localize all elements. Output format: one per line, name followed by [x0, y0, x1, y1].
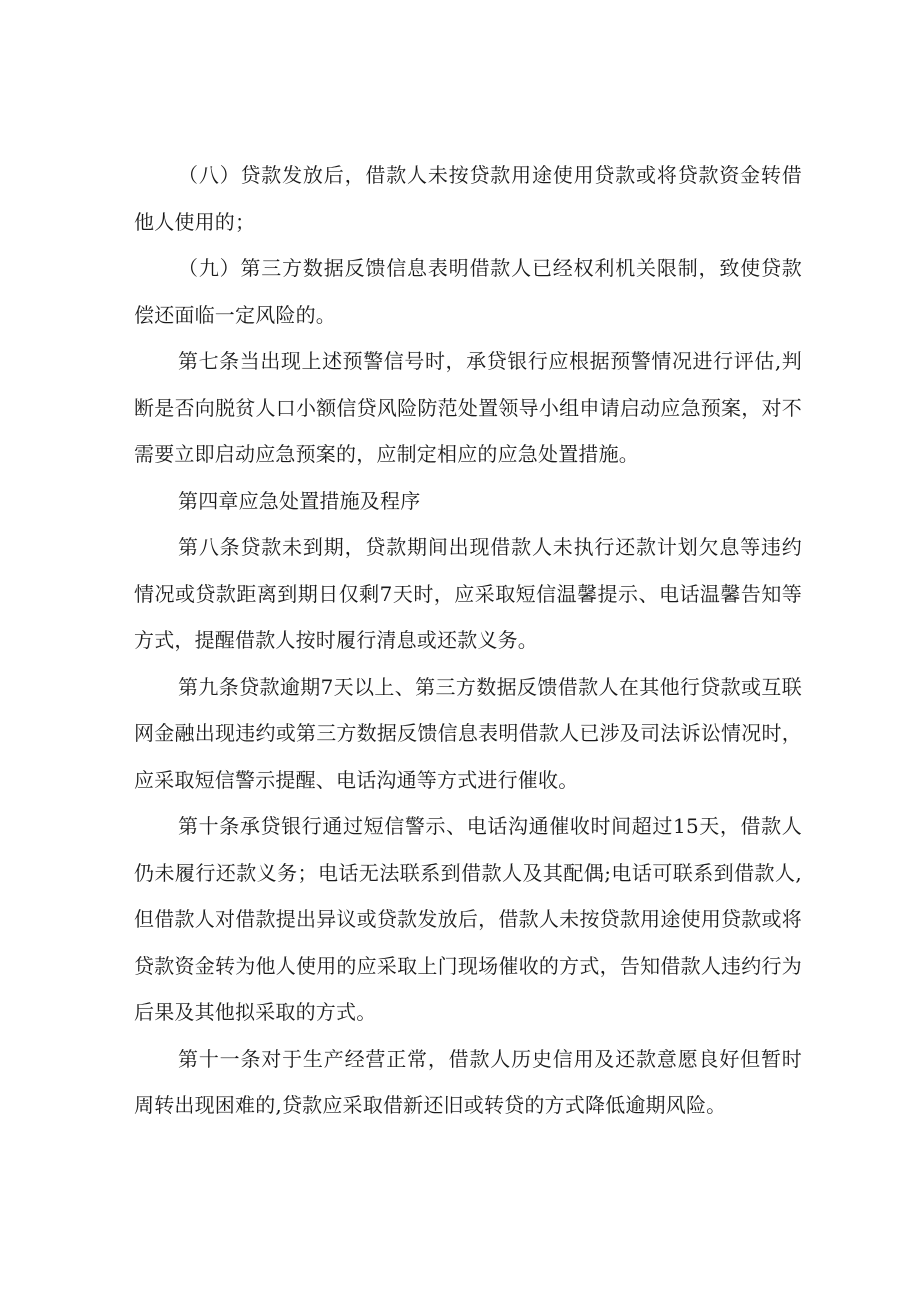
paragraph-item-9: （九）第三方数据反馈信息表明借款人已经权利机关限制，致使贷款偿还面临一定风险的。	[134, 256, 802, 327]
paragraph-article-8: 第八条贷款未到期，贷款期间出现借款人未执行还款计划欠息等违约情况或贷款距离到期日仅剩7天时，应采取短信温馨提示、电话温馨告知等方式，提醒借款人按时履行清息或还款义务。	[134, 535, 802, 652]
paragraph-article-7: 第七条当出现上述预警信号时，承贷银行应根据预警情况进行评估,判断是否向脱贫人口小额信贷风险防范处置领导小组申请启动应急预案，对不需要立即启动应急预案的，应制定相应的应急处置措施。	[134, 349, 802, 466]
document-body	[134, 152, 802, 1129]
paragraph-item-8: （八）贷款发放后，借款人未按贷款用途使用贷款或将贷款资金转借他人使用的；	[134, 163, 802, 234]
paragraph-article-11: 第十一条对于生产经营正常，借款人历史信用及还款意愿良好但暂时周转出现困难的,贷款应采取借新还旧或转贷的方式降低逾期风险。	[134, 1046, 802, 1117]
chapter-heading-4: 第四章应急处置措施及程序	[178, 488, 421, 513]
paragraph-article-10: 第十条承贷银行通过短信警示、电话沟通催收时间超过15天，借款人仍未履行还款义务；电话无法联系到借款人及其配偶;电话可联系到借款人,但借款人对借款提出异议或贷款发放后，借款人未按贷款用途使用贷款或将贷款资金转为他人使用的应采取上门现场催收的方式，告知借款人违约行为后果及其他拟采取的方式。	[134, 814, 802, 1024]
paragraph-article-9: 第九条贷款逾期7天以上、第三方数据反馈借款人在其他行贷款或互联网金融出现违约或第三方数据反馈信息表明借款人已涉及司法诉讼情况时，应采取短信警示提醒、电话沟通等方式进行催收。	[134, 674, 802, 792]
